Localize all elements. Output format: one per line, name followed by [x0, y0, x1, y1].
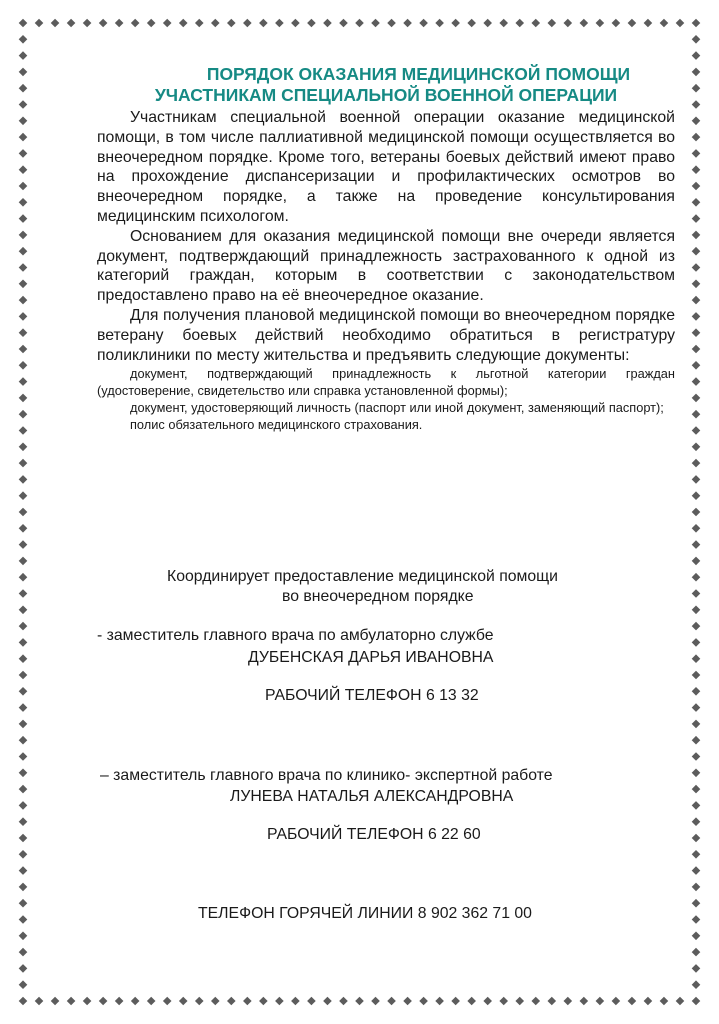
- border-diamond: [51, 997, 60, 1006]
- border-diamond: [291, 997, 300, 1006]
- list-item-identity-document: документ, удостоверяющий личность (паспорт или иной документ, заменяющий паспорт);: [130, 400, 664, 416]
- border-diamond: [387, 997, 396, 1006]
- border-diamond: [564, 997, 573, 1006]
- border-diamond: [243, 997, 252, 1006]
- border-diamond: [195, 19, 204, 28]
- border-diamond: [419, 997, 428, 1006]
- border-diamond: [19, 866, 28, 875]
- paragraph-rights: Участникам специальной военной операции оказание медицинской помощи, в том числе паллиативной медицинской помощи осуществляется во внеочередном порядке. Кроме того, ветераны боевых действий имеют право на прохождение диспансеризации и профилактических осмотров во внеочередном порядке, а также на проведение консультирования медицинским психологом.: [97, 109, 675, 225]
- border-diamond: [19, 671, 28, 680]
- border-diamond: [19, 100, 28, 109]
- border-diamond: [403, 19, 412, 28]
- border-diamond: [19, 899, 28, 908]
- border-diamond: [83, 997, 92, 1006]
- border-diamond: [275, 997, 284, 1006]
- border-diamond: [67, 997, 76, 1006]
- border-diamond: [467, 997, 476, 1006]
- border-diamond: [307, 997, 316, 1006]
- border-diamond: [692, 703, 701, 712]
- border-diamond: [692, 720, 701, 729]
- border-diamond: [19, 834, 28, 843]
- contact-2-phone: РАБОЧИЙ ТЕЛЕФОН 6 22 60: [267, 826, 481, 843]
- border-diamond: [19, 328, 28, 337]
- title-line-2: УЧАСТНИКАМ СПЕЦИАЛЬНОЙ ВОЕННОЙ ОПЕРАЦИИ: [154, 85, 618, 105]
- border-diamond: [19, 263, 28, 272]
- border-diamond: [179, 997, 188, 1006]
- border-diamond: [692, 263, 701, 272]
- border-diamond: [19, 736, 28, 745]
- border-diamond: [692, 654, 701, 663]
- contact-1-phone: РАБОЧИЙ ТЕЛЕФОН 6 13 32: [265, 687, 479, 704]
- border-diamond: [547, 19, 556, 28]
- border-diamond: [19, 117, 28, 126]
- border-diamond: [692, 671, 701, 680]
- border-diamond: [99, 997, 108, 1006]
- border-diamond: [692, 231, 701, 240]
- border-diamond: [19, 948, 28, 957]
- document-title: [97, 64, 675, 106]
- border-diamond: [692, 817, 701, 826]
- border-diamond: [259, 19, 268, 28]
- border-diamond: [692, 508, 701, 517]
- border-diamond: [19, 524, 28, 533]
- border-diamond: [692, 883, 701, 892]
- border-diamond: [692, 51, 701, 60]
- border-diamond: [467, 19, 476, 28]
- border-diamond: [692, 932, 701, 941]
- list-item-insurance-policy: полис обязательного медицинского страхования.: [130, 417, 423, 433]
- border-diamond: [692, 589, 701, 598]
- border-diamond: [499, 19, 508, 28]
- border-diamond: [692, 443, 701, 452]
- border-diamond: [19, 280, 28, 289]
- border-diamond: [499, 997, 508, 1006]
- border-diamond: [291, 19, 300, 28]
- border-diamond: [259, 997, 268, 1006]
- border-diamond: [243, 19, 252, 28]
- border-diamond: [19, 915, 28, 924]
- border-diamond: [19, 443, 28, 452]
- border-diamond: [451, 19, 460, 28]
- border-diamond: [692, 948, 701, 957]
- border-diamond: [692, 915, 701, 924]
- paragraph-procedure: Для получения плановой медицинской помощи во внеочередном порядке ветерану боевых действий необходимо обратиться в регистратуру поликлиники по месту жительства и предъявить следующие документы:: [97, 306, 675, 364]
- border-diamond: [580, 997, 589, 1006]
- border-diamond: [19, 247, 28, 256]
- border-diamond: [99, 19, 108, 28]
- border-diamond: [692, 866, 701, 875]
- border-diamond: [692, 736, 701, 745]
- border-diamond: [387, 19, 396, 28]
- border-diamond: [676, 19, 685, 28]
- border-diamond: [19, 68, 28, 77]
- border-diamond: [692, 964, 701, 973]
- border-diamond: [195, 997, 204, 1006]
- border-diamond: [692, 834, 701, 843]
- contact-2-role: – заместитель главного врача по клинико- экспертной работе: [100, 767, 553, 784]
- border-diamond: [19, 165, 28, 174]
- border-diamond: [19, 508, 28, 517]
- border-diamond: [83, 19, 92, 28]
- coordination-heading-line-1: Координирует предоставление медицинской помощи: [167, 568, 559, 585]
- border-diamond: [692, 182, 701, 191]
- border-diamond: [19, 410, 28, 419]
- border-diamond: [692, 84, 701, 93]
- border-diamond: [596, 997, 605, 1006]
- border-diamond: [660, 997, 669, 1006]
- border-diamond: [435, 997, 444, 1006]
- border-diamond: [403, 997, 412, 1006]
- border-diamond: [692, 377, 701, 386]
- border-diamond: [19, 198, 28, 207]
- border-diamond: [19, 557, 28, 566]
- border-diamond: [692, 345, 701, 354]
- paragraph-grounds: Основанием для оказания медицинской помощи вне очереди является документ, подтверждающий принадлежность застрахованного к одной из категорий граждан, которым в соответствии с законодательством предоставлено право на её внеочередное оказание.: [97, 227, 675, 305]
- border-diamond: [580, 19, 589, 28]
- border-diamond: [692, 850, 701, 859]
- border-diamond: [19, 426, 28, 435]
- border-diamond: [19, 622, 28, 631]
- border-diamond: [612, 19, 621, 28]
- border-diamond: [19, 133, 28, 142]
- border-diamond: [692, 100, 701, 109]
- border-diamond: [19, 35, 28, 44]
- border-diamond: [628, 19, 637, 28]
- border-diamond: [692, 361, 701, 370]
- contact-1-role: - заместитель главного врача по амбулаторно службе: [97, 627, 494, 644]
- border-diamond: [19, 769, 28, 778]
- border-diamond: [692, 980, 701, 989]
- border-diamond: [19, 964, 28, 973]
- border-diamond: [692, 198, 701, 207]
- border-diamond: [692, 247, 701, 256]
- border-diamond: [531, 19, 540, 28]
- border-diamond: [179, 19, 188, 28]
- contact-2-name: ЛУНЕВА НАТАЛЬЯ АЛЕКСАНДРОВНА: [230, 788, 514, 805]
- border-diamond: [371, 997, 380, 1006]
- border-diamond: [483, 19, 492, 28]
- border-diamond: [163, 997, 172, 1006]
- border-diamond: [19, 932, 28, 941]
- border-diamond: [692, 149, 701, 158]
- border-diamond: [115, 997, 124, 1006]
- border-diamond: [692, 410, 701, 419]
- border-diamond: [227, 19, 236, 28]
- border-diamond: [547, 997, 556, 1006]
- border-diamond: [19, 312, 28, 321]
- list-item-benefit-document: документ, подтверждающий принадлежность к льготной категории граждан (удостоверение, свидетельство или справка установленной формы);: [97, 366, 675, 399]
- border-diamond: [19, 475, 28, 484]
- border-diamond: [19, 752, 28, 761]
- border-diamond: [692, 475, 701, 484]
- border-diamond: [355, 997, 364, 1006]
- border-diamond: [692, 557, 701, 566]
- border-diamond: [19, 361, 28, 370]
- border-diamond: [692, 687, 701, 696]
- border-diamond: [435, 19, 444, 28]
- border-diamond: [515, 19, 524, 28]
- border-diamond: [307, 19, 316, 28]
- border-diamond: [19, 654, 28, 663]
- border-diamond: [51, 19, 60, 28]
- border-diamond: [323, 19, 332, 28]
- border-diamond: [692, 426, 701, 435]
- border-diamond: [19, 231, 28, 240]
- border-diamond: [19, 84, 28, 93]
- border-diamond: [596, 19, 605, 28]
- border-diamond: [131, 19, 140, 28]
- border-diamond: [339, 19, 348, 28]
- title-line-1: ПОРЯДОК ОКАЗАНИЯ МЕДИЦИНСКОЙ ПОМОЩИ: [206, 64, 631, 84]
- border-diamond: [19, 345, 28, 354]
- border-diamond: [692, 296, 701, 305]
- border-diamond: [19, 850, 28, 859]
- border-diamond: [692, 573, 701, 582]
- border-diamond: [692, 752, 701, 761]
- border-diamond: [531, 997, 540, 1006]
- border-diamond: [19, 394, 28, 403]
- border-diamond: [692, 785, 701, 794]
- border-diamond: [275, 19, 284, 28]
- border-diamond: [19, 573, 28, 582]
- border-diamond: [628, 997, 637, 1006]
- border-diamond: [19, 980, 28, 989]
- border-diamond: [692, 133, 701, 142]
- border-diamond: [19, 51, 28, 60]
- border-diamond: [483, 997, 492, 1006]
- border-diamond: [35, 997, 44, 1006]
- border-diamond: [644, 997, 653, 1006]
- border-diamond: [692, 68, 701, 77]
- border-diamond: [692, 214, 701, 223]
- border-diamond: [115, 19, 124, 28]
- border-diamond: [19, 638, 28, 647]
- border-diamond: [692, 622, 701, 631]
- document-body: [97, 64, 675, 433]
- border-diamond: [564, 19, 573, 28]
- border-diamond: [692, 801, 701, 810]
- border-diamond: [147, 997, 156, 1006]
- border-diamond: [19, 687, 28, 696]
- border-diamond: [19, 703, 28, 712]
- border-diamond: [19, 883, 28, 892]
- border-diamond: [419, 19, 428, 28]
- border-diamond: [19, 459, 28, 468]
- border-diamond: [371, 19, 380, 28]
- border-diamond: [211, 19, 220, 28]
- hotline-phone: ТЕЛЕФОН ГОРЯЧЕЙ ЛИНИИ 8 902 362 71 00: [198, 905, 532, 922]
- border-diamond: [692, 165, 701, 174]
- border-diamond: [676, 997, 685, 1006]
- border-diamond: [19, 377, 28, 386]
- border-diamond: [19, 817, 28, 826]
- border-diamond: [692, 459, 701, 468]
- border-diamond: [692, 769, 701, 778]
- border-diamond: [19, 491, 28, 500]
- border-diamond: [339, 997, 348, 1006]
- border-diamond: [147, 19, 156, 28]
- border-diamond: [692, 117, 701, 126]
- border-diamond: [35, 19, 44, 28]
- border-diamond: [211, 997, 220, 1006]
- border-diamond: [692, 491, 701, 500]
- border-diamond: [644, 19, 653, 28]
- border-diamond: [131, 997, 140, 1006]
- border-diamond: [163, 19, 172, 28]
- border-diamond: [612, 997, 621, 1006]
- border-diamond: [692, 394, 701, 403]
- border-diamond: [692, 997, 701, 1006]
- border-diamond: [692, 312, 701, 321]
- border-diamond: [451, 997, 460, 1006]
- border-diamond: [19, 606, 28, 615]
- border-diamond: [692, 638, 701, 647]
- border-diamond: [692, 524, 701, 533]
- coordination-heading-line-2: во внеочередном порядке: [282, 588, 474, 605]
- border-diamond: [19, 182, 28, 191]
- border-diamond: [19, 296, 28, 305]
- border-diamond: [692, 280, 701, 289]
- border-diamond: [227, 997, 236, 1006]
- border-diamond: [692, 899, 701, 908]
- border-diamond: [692, 328, 701, 337]
- border-diamond: [323, 997, 332, 1006]
- border-diamond: [692, 540, 701, 549]
- border-diamond: [19, 720, 28, 729]
- border-diamond: [67, 19, 76, 28]
- border-diamond: [515, 997, 524, 1006]
- border-diamond: [19, 785, 28, 794]
- border-diamond: [19, 540, 28, 549]
- border-diamond: [692, 19, 701, 28]
- border-diamond: [19, 589, 28, 598]
- border-diamond: [692, 35, 701, 44]
- border-diamond: [692, 606, 701, 615]
- border-diamond: [19, 149, 28, 158]
- border-diamond: [355, 19, 364, 28]
- contact-1-name: ДУБЕНСКАЯ ДАРЬЯ ИВАНОВНА: [248, 649, 494, 666]
- border-diamond: [660, 19, 669, 28]
- border-diamond: [19, 801, 28, 810]
- border-diamond: [19, 997, 28, 1006]
- border-diamond: [19, 214, 28, 223]
- border-diamond: [19, 19, 28, 28]
